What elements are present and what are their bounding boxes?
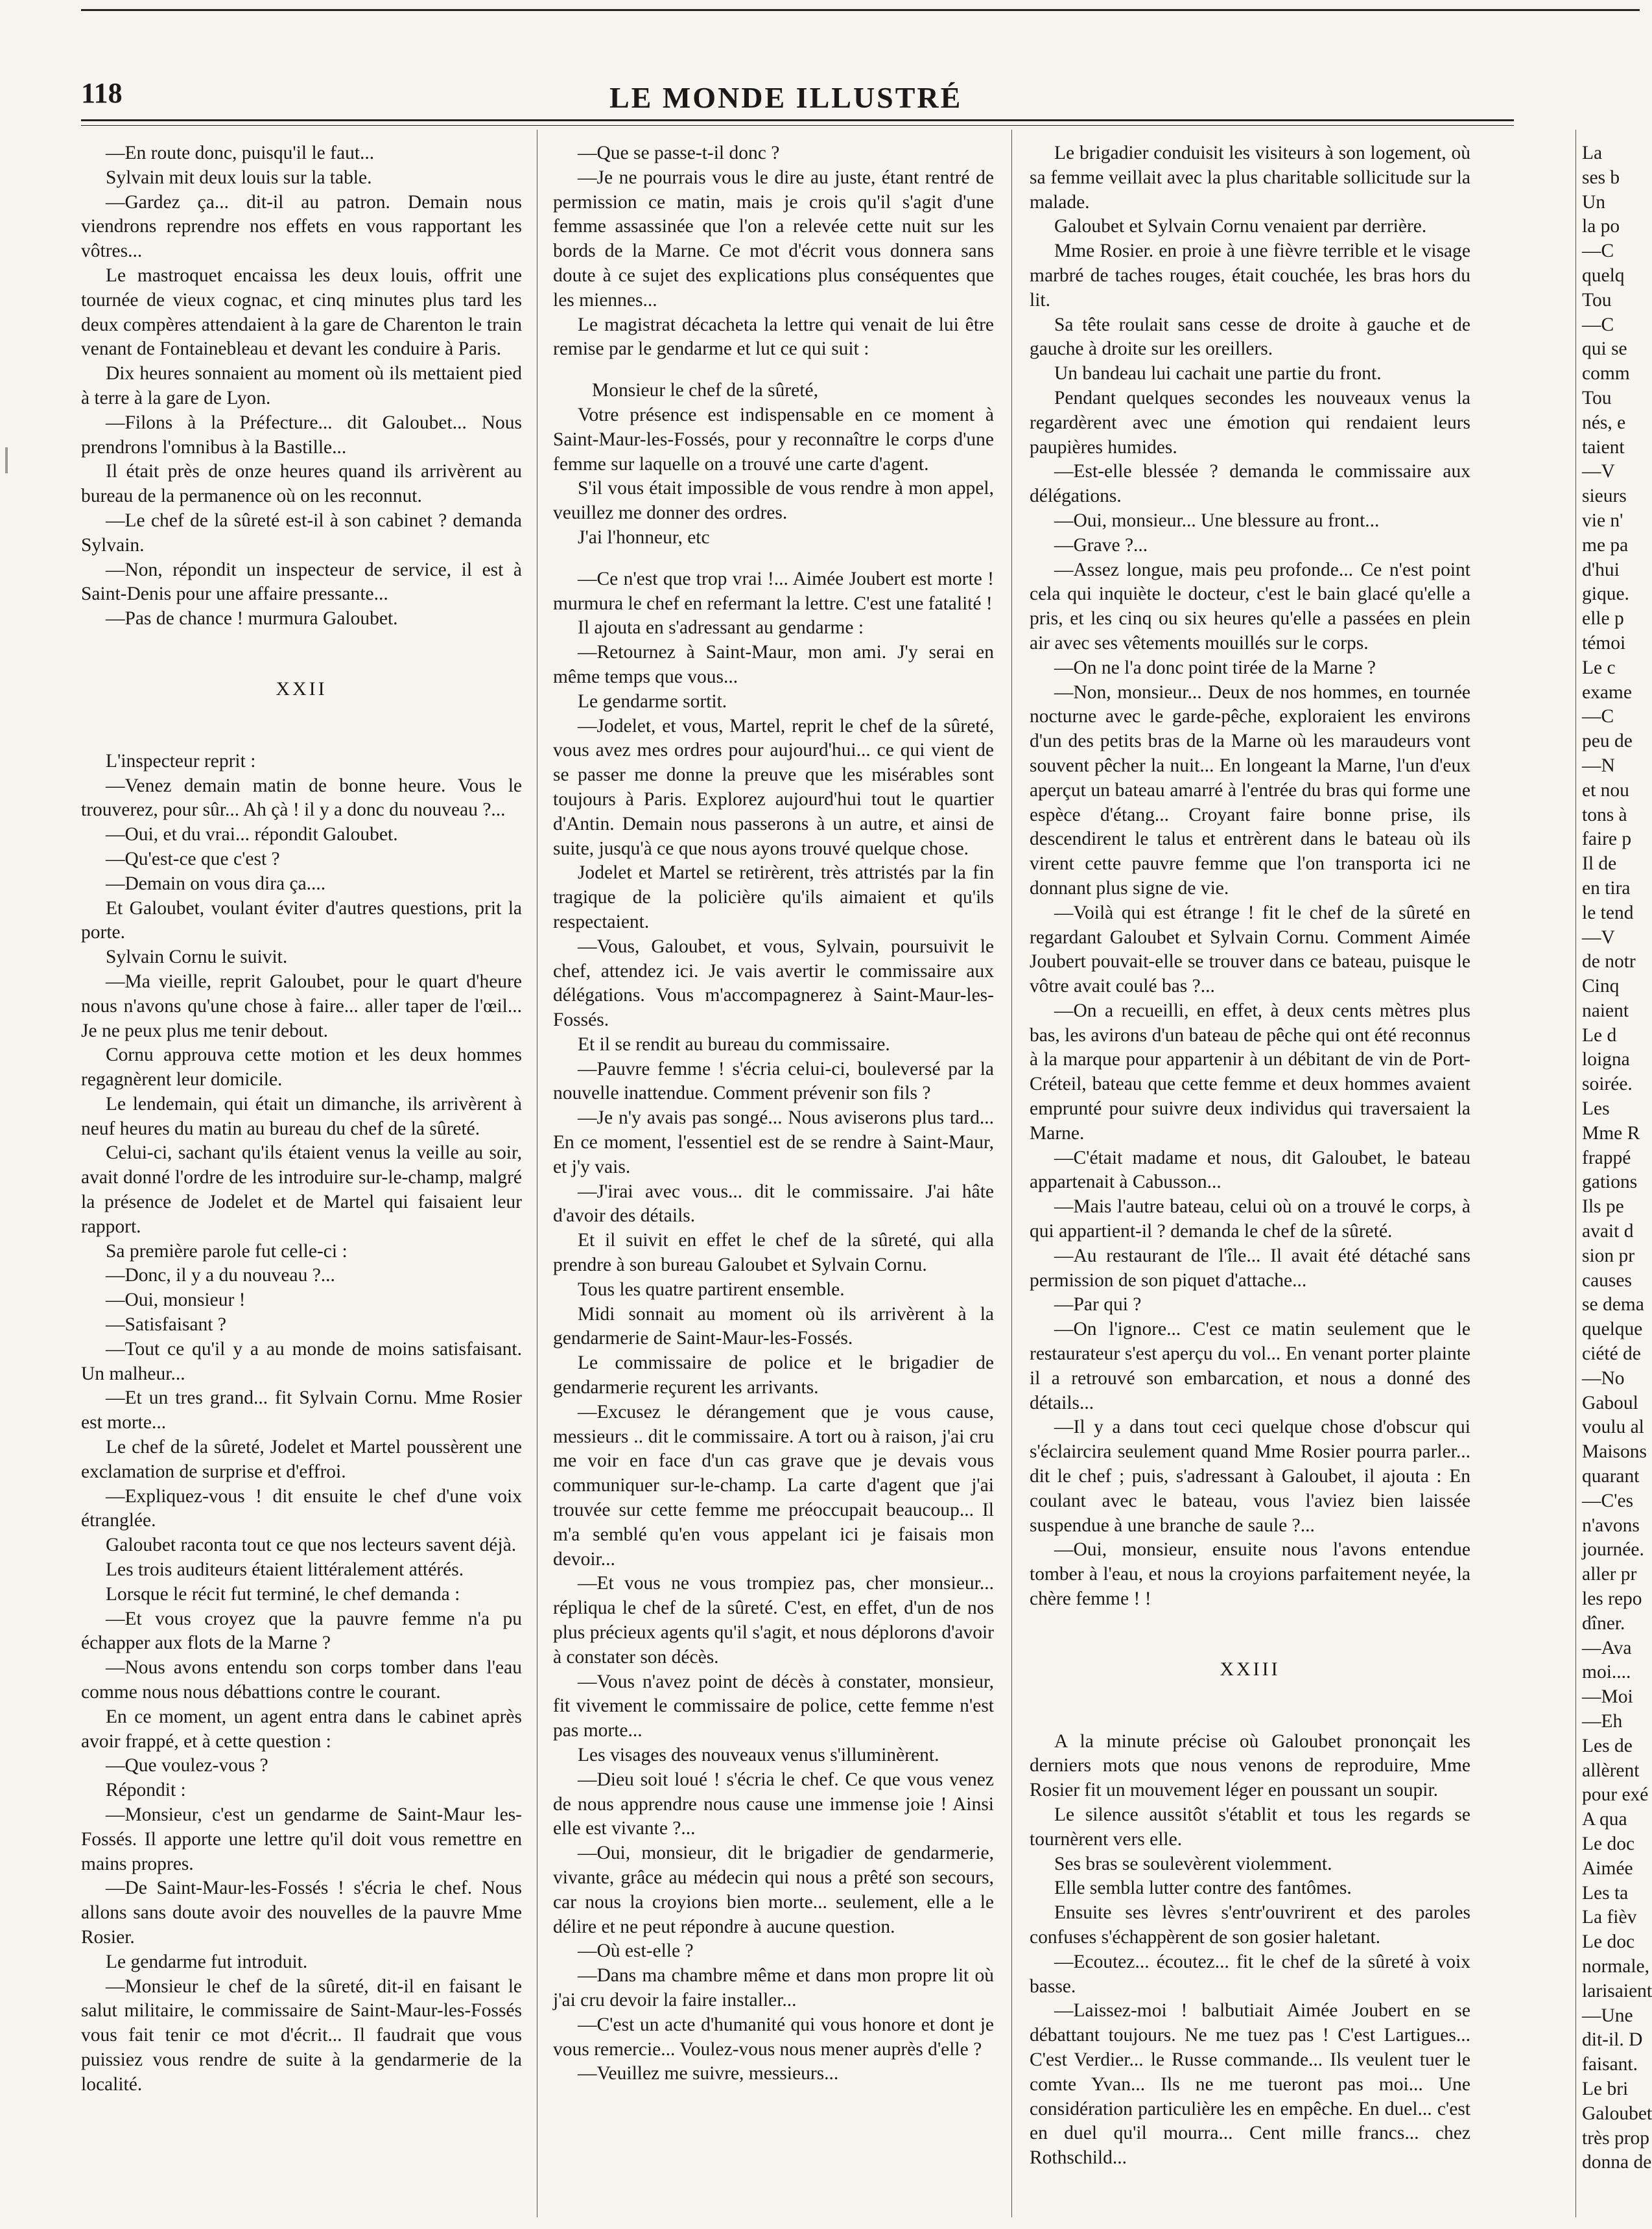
edge-fragment: Gaboul (1582, 1392, 1638, 1413)
edge-fragment: Tou (1582, 289, 1612, 311)
paragraph: Le mastroquet encaissa les deux louis, offrit une tournée de vieux cognac, et cinq minutes plus tard les deux compères attendaient à la gare de Charenton le train venant de Fontainebleau et devant les conduire à Paris. (81, 265, 522, 360)
paragraph: —Est-elle blessée ? demanda le commissaire aux délégations. (1030, 461, 1470, 507)
paragraph: Le silence aussitôt s'établit et tous les regards se tournèrent vers elle. (1030, 1804, 1470, 1850)
edge-fragment: et nou (1582, 779, 1629, 801)
paragraph: Le commissaire de police et le brigadier de gendarmerie reçurent les arrivants. (553, 1352, 994, 1398)
edge-fragment: en tira (1582, 877, 1631, 899)
paragraph: Cornu approuva cette motion et les deux hommes regagnèrent leur domicile. (81, 1044, 522, 1091)
edge-fragment: Les de (1582, 1735, 1633, 1756)
edge-fragment: les repo (1582, 1588, 1642, 1610)
edge-fragment: —Eh (1582, 1711, 1623, 1732)
edge-fragment: —V (1582, 926, 1615, 948)
paragraph: —Jodelet, et vous, Martel, reprit le chef de la sûreté, vous avez mes ordres pour aujourd'hui... ce qui vient de se passer me donne la preuve que les misérables sont toujours à Paris. Explorez aujourd'hui tout le quartier d'Antin. Demain nous passerons à un autre, et ainsi de suite, jusqu'à ce que nous ayons trouvé quelque chose. (553, 715, 994, 859)
paragraph: —Grave ?... (1054, 534, 1148, 556)
paragraph: —Ecoutez... écoutez... fit le chef de la sûreté à voix basse. (1030, 1951, 1470, 1997)
paragraph: Les visages des nouveaux venus s'illuminèrent. (578, 1745, 939, 1765)
paragraph: —Assez longue, mais peu profonde... Ce n'est point cela qui inquiète le docteur, c'est le bain glacé qu'elle a pris, et les cinq ou six heures qu'elle a passées en plein air avec ses vêtements mouillés sur le corps. (1030, 559, 1470, 654)
edge-fragment: sion pr (1582, 1245, 1635, 1266)
edge-fragment: le tend (1582, 902, 1634, 923)
paragraph: Le brigadier conduisit les visiteurs à son logement, où sa femme veillait avec la plus charitable sollicitude sur la malade. (1030, 143, 1470, 213)
letter-closing: J'ai l'honneur, etc (578, 526, 710, 548)
edge-fragment: —C (1582, 241, 1614, 262)
edge-fragment: —N (1582, 755, 1615, 776)
column-3 (1030, 141, 1470, 2171)
paragraph: —Retournez à Saint-Maur, mon ami. J'y serai en même temps que vous... (553, 642, 994, 687)
edge-fragment: La (1582, 143, 1603, 163)
edge-fragment: gations (1582, 1172, 1638, 1193)
edge-fragment: quarant (1582, 1466, 1640, 1487)
edge-fragment: ses b (1582, 167, 1620, 188)
edge-fragment: taient (1582, 436, 1625, 458)
paragraph: —Monsieur, c'est un gendarme de Saint-Maur les-Fossés. Il apporte une lettre qu'il doit vous remettre en mains propres. (81, 1804, 522, 1874)
edge-fragment: ciété de (1582, 1343, 1641, 1365)
edge-fragment: normale, (1582, 1955, 1650, 1977)
letter-line: S'il vous était impossible de vous rendre à mon appel, veuillez me donner des ordres. (553, 478, 994, 524)
paragraph: —Filons à la Préfecture... dit Galoubet... Nous prendrons l'omnibus à la Bastille... (81, 412, 522, 458)
paragraph: —Et vous croyez que la pauvre femme n'a pu échapper aux flots de la Marne ? (81, 1608, 522, 1654)
paragraph: —Venez demain matin de bonne heure. Vous le trouverez, pour sûr... Ah çà ! il y a donc du nouveau ?... (81, 775, 522, 821)
edge-fragment: Aimée (1582, 1858, 1633, 1879)
paragraph: Un bandeau lui cachait une partie du front. (1054, 363, 1382, 384)
paragraph: Le chef de la sûreté, Jodelet et Martel poussèrent une exclamation de surprise et d'effroi. (81, 1437, 522, 1482)
paragraph: —Par qui ? (1054, 1294, 1142, 1315)
edge-fragment: Mme R (1582, 1122, 1640, 1144)
paragraph: —On l'ignore... C'est ce matin seulement que le restaurateur s'est aperçu du vol... En venant porter plainte il a retrouvé son embarcation, et nous a donné des détails... (1030, 1319, 1470, 1413)
edge-fragment: Un (1582, 191, 1606, 213)
paragraph: —Dans ma chambre même et dans mon propre lit où j'ai cru devoir la faire installer... (553, 1965, 994, 2011)
paragraph: Dix heures sonnaient au moment où ils mettaient pied à terre à la gare de Lyon. (81, 363, 522, 408)
paragraph: —Demain on vous dira ça.... (106, 873, 326, 894)
edge-fragment: Les (1582, 1098, 1610, 1120)
edge-fragment: —V (1582, 461, 1615, 482)
paragraph: —Que se passe-t-il donc ? (578, 143, 780, 163)
column-1 (81, 141, 522, 2097)
edge-fragment: donna de (1582, 2152, 1652, 2173)
paragraph: —Oui, monsieur, dit le brigadier de gendarmerie, vivante, grâce au médecin qui nous a prêté son secours, car nous la croyions bien morte... seulement, elle a le délire et ne peut répondre à aucune question. (553, 1843, 994, 1937)
page-number: 118 (81, 77, 123, 109)
edge-fragment: soirée. (1582, 1074, 1633, 1095)
edge-fragment: gique. (1582, 584, 1629, 605)
paragraph: Ensuite ses lèvres s'entr'ouvrirent et des paroles confuses s'échappèrent de son gosier haletant. (1030, 1902, 1470, 1948)
paragraph: Le magistrat décacheta la lettre qui venait de lui être remise par le gendarme et lut ce qui suit : (553, 314, 994, 360)
edge-fragment: me pa (1582, 534, 1629, 556)
paragraph: Ses bras se soulevèrent violemment. (1054, 1853, 1332, 1874)
paragraph: —Oui, monsieur ! (106, 1290, 246, 1311)
edge-fragment: quelq (1582, 265, 1625, 286)
paragraph: Galoubet raconta tout ce que nos lecteurs savent déjà. (106, 1535, 517, 1556)
edge-fragment: moi.... (1582, 1662, 1631, 1683)
edge-fragment: allèrent (1582, 1760, 1640, 1781)
paragraph: Le gendarme sortit. (578, 690, 727, 712)
paragraph: —Tout ce qu'il y a au monde de moins satisfaisant. Un malheur... (81, 1338, 522, 1384)
edge-fragment: la po (1582, 216, 1620, 237)
margin-mark (5, 447, 8, 473)
edge-fragment: —C (1582, 314, 1614, 335)
column-divider (1011, 130, 1012, 2217)
column-2 (553, 141, 994, 2086)
masthead: LE MONDE ILLUSTRÉ (609, 81, 963, 114)
edge-fragment: Il de (1582, 853, 1617, 875)
header-rule (81, 119, 1514, 121)
paragraph: Il ajouta en s'adressant au gendarme : (578, 617, 864, 639)
paragraph: —Voilà qui est étrange ! fit le chef de la sûreté en regardant Galoubet et Sylvain Cornu. Comment Aimée Joubert pouvait-elle se trouver dans ce bateau, puisque le vôtre avait coulé bas ?... (1030, 902, 1470, 997)
paragraph: —Je n'y avais pas songé... Nous aviserons plus tard... En ce moment, l'essentiel est de se rendre à Saint-Maur, et j'y vais. (553, 1107, 994, 1177)
letter-salutation: Monsieur le chef de la sûreté, (592, 380, 818, 401)
edge-fragment: tons à (1582, 804, 1627, 825)
paragraph: —De Saint-Maur-les-Fossés ! s'écria le chef. Nous allons sans doute avoir des nouvelles de la pauvre Mme Rosier. (81, 1878, 522, 1948)
paragraph: Et il suivit en effet le chef de la sûreté, qui alla prendre à son bureau Galoubet et Sylvain Cornu. (553, 1230, 994, 1276)
edge-fragment: Tou (1582, 387, 1612, 408)
edge-fragment: —Moi (1582, 1686, 1633, 1708)
paragraph: En ce moment, un agent entra dans le cabinet après avoir frappé, et à cette question : (81, 1706, 522, 1752)
edge-fragment: Le doc (1582, 1931, 1635, 1953)
paragraph: —On ne l'a donc point tirée de la Marne ? (1054, 657, 1376, 678)
paragraph: Sylvain mit deux louis sur la table. (106, 167, 372, 188)
paragraph: —Monsieur le chef de la sûreté, dit-il en faisant le salut militaire, le commissaire de Saint-Maur-les-Fossés vous fait tenir ce mot d'écrit... Il faudrait que vous puissiez vous rendre de suite à la gendarmerie de la localité. (81, 1975, 522, 2095)
paragraph: Le gendarme fut introduit. (106, 1951, 308, 1972)
paragraph: —Le chef de la sûreté est-il à son cabinet ? demanda Sylvain. (81, 510, 522, 556)
paragraph: Lorsque le récit fut terminé, le chef demanda : (106, 1583, 460, 1605)
paragraph: —Je ne pourrais vous le dire au juste, étant rentré de permission ce matin, mais je crois qu'il s'agit d'une femme assassinée que l'on a relevée cette nuit sur les bords de la Marne. Ce mot d'écrit vous donnera sans doute à ce sujet des explications plus conséquentes que les miennes... (553, 167, 994, 311)
paragraph: Galoubet et Sylvain Cornu venaient par derrière. (1054, 216, 1427, 237)
paragraph: Le lendemain, qui était un dimanche, ils arrivèrent à neuf heures du matin au bureau du chef de la sûreté. (81, 1093, 522, 1139)
paragraph: Midi sonnait au moment où ils arrivèrent à la gendarmerie de Saint-Maur-les-Fossés. (553, 1303, 994, 1349)
paragraph: Sylvain Cornu le suivit. (106, 947, 288, 968)
paragraph: —Satisfaisant ? (106, 1314, 226, 1336)
edge-fragment: quelque (1582, 1319, 1643, 1340)
edge-fragment: elle p (1582, 608, 1624, 630)
edge-fragment: témoi (1582, 632, 1626, 654)
paragraph: —Que voulez-vous ? (106, 1755, 268, 1776)
paragraph: —Expliquez-vous ! dit ensuite le chef d'une voix étranglée. (81, 1485, 522, 1531)
paragraph: —Dieu soit loué ! s'écria le chef. Ce que vous venez de nous apprendre nous cause une immense joie ! Ainsi elle est vivante ?... (553, 1769, 994, 1839)
paragraph: —Oui, monsieur... Une blessure au front... (1054, 510, 1380, 531)
edge-fragment: dîner. (1582, 1612, 1625, 1634)
paragraph: —Donc, il y a du nouveau ?... (106, 1265, 335, 1286)
paragraph: —Et un tres grand... fit Sylvain Cornu. Mme Rosier est morte... (81, 1387, 522, 1433)
paragraph: Celui-ci, sachant qu'ils étaient venus la veille au soir, avait donné l'ordre de les introduire sur-le-champ, malgré la présence de Jodelet et de Martel qui faisaient leur rapport. (81, 1142, 522, 1237)
paragraph: Sa première parole fut celle-ci : (106, 1240, 348, 1262)
edge-fragment: de notr (1582, 951, 1636, 973)
paragraph: Les trois auditeurs étaient littéralement attérés. (106, 1559, 464, 1581)
edge-fragment: Cinq (1582, 976, 1620, 997)
edge-fragment: Maisons (1582, 1441, 1647, 1463)
paragraph: —Vous n'avez point de décès à constater, monsieur, fit vivement le commissaire de police, cette femme n'est pas morte... (553, 1671, 994, 1741)
edge-fragment: larisaient (1582, 1980, 1652, 2001)
paragraph: Mme Rosier. en proie à une fièvre terrible et le visage marbré de taches rouges, était couchée, les bras hors du lit. (1030, 241, 1470, 311)
edge-fragment: très prop (1582, 2127, 1650, 2149)
edge-fragment: nés, e (1582, 412, 1626, 433)
edge-fragment: d'hui (1582, 559, 1620, 580)
paragraph: A la minute précise où Galoubet prononçait les derniers mots que nous venons de reproduire, Mme Rosier fit un mouvement léger en poussant un soupir. (1030, 1730, 1470, 1801)
edge-fragment: causes (1582, 1269, 1632, 1291)
paragraph: —Ce n'est que trop vrai !... Aimée Joubert est morte ! murmura le chef en refermant la lettre. C'est une fatalité ! (553, 568, 994, 614)
paragraph: —Nous avons entendu son corps tomber dans l'eau comme nous nous débattions contre le courant. (81, 1657, 522, 1703)
letter-line: Votre présence est indispensable en ce moment à Saint-Maur-les-Fossés, pour y reconnaître le corps d'une femme sur laquelle on a trouvé une carte d'agent. (553, 404, 994, 475)
paragraph: L'inspecteur reprit : (106, 750, 256, 772)
edge-fragment: La fièv (1582, 1907, 1637, 1928)
edge-fragment: journée. (1582, 1539, 1644, 1561)
edge-fragment: peu de (1582, 731, 1633, 752)
edge-fragment: faire p (1582, 829, 1632, 850)
edge-fragment: qui se (1582, 338, 1627, 360)
edge-fragment: avait d (1582, 1221, 1634, 1242)
paragraph: Il était près de onze heures quand ils arrivèrent au bureau de la permanence où on les reconnut. (81, 461, 522, 507)
paragraph: —Veuillez me suivre, messieurs... (578, 2063, 839, 2084)
paragraph: Et il se rendit au bureau du commissaire. (578, 1033, 890, 1055)
paragraph: Et Galoubet, voulant éviter d'autres questions, prit la porte. (81, 897, 522, 943)
chapter-heading: XXIII (1220, 1658, 1280, 1680)
edge-fragment: —Ava (1582, 1637, 1632, 1658)
paragraph: —On a recueilli, en effet, à deux cents mètres plus bas, les avirons d'un bateau de pêche qui ont été reconnus à la marque pour appartenir à un débitant de vin de Port-Créteil, bateau que cette femme et deux hommes avaient emprunté pour suivre deux individus qui traversaient la Marne. (1030, 1000, 1470, 1144)
paragraph: Pendant quelques secondes les nouveaux venus la regardèrent avec une émotion qui rendaient leurs paupières humides. (1030, 387, 1470, 458)
edge-fragment: —C (1582, 706, 1614, 727)
edge-fragment: Le bri (1582, 2078, 1629, 2099)
paragraph: —Gardez ça... dit-il au patron. Demain nous viendrons reprendre nos effets en vous rapportant les vôtres... (81, 191, 522, 262)
edge-fragment: —C'es (1582, 1490, 1634, 1511)
paragraph: —Ma vieille, reprit Galoubet, pour le quart d'heure nous n'avons qu'une chose à faire... aller taper de l'œil... Je ne peux plus me tenir debout. (81, 971, 522, 1041)
header-rule-thin (81, 125, 1514, 126)
paragraph: —C'était madame et nous, dit Galoubet, le bateau appartenait à Cabusson... (1030, 1147, 1470, 1193)
paragraph: —Pauvre femme ! s'écria celui-ci, bouleversé par la nouvelle inattendue. Comment prévenir son fils ? (553, 1058, 994, 1104)
edge-fragment: sieurs (1582, 486, 1627, 507)
paragraph: —Il y a dans tout ceci quelque chose d'obscur qui s'éclaircira seulement quand Mme Rosier pourra parler... dit le chef ; puis, s'adressant à Galoubet, il ajouta : En coulant avec le bateau, vous l'aviez bien laissée suspendue à une branche de saule ?... (1030, 1417, 1470, 1536)
paragraph: —Où est-elle ? (578, 1940, 694, 1962)
paragraph: Jodelet et Martel se retirèrent, très attristés par la fin tragique de la policière qu'ils aimaient et qu'ils respectaient. (553, 862, 994, 932)
chapter-heading: XXII (276, 678, 327, 700)
paragraph: —Excusez le dérangement que je vous cause, messieurs .. dit le commissaire. A tort ou à raison, j'ai cru me voir en face d'un cas grave que je devais vous communiquer sur-le-champ. La carte d'agent que j'ai trouvée sur cette femme me préoccupait beaucoup... Il m'a semblé qu'en vous appelant ici je faisais mon devoir... (553, 1401, 994, 1570)
edge-fragment: frappé (1582, 1147, 1631, 1168)
edge-fragment: Les ta (1582, 1882, 1629, 1904)
edge-fragment: se dema (1582, 1294, 1644, 1315)
edge-fragment: naient (1582, 1000, 1629, 1021)
edge-fragment: aller pr (1582, 1564, 1637, 1585)
edge-fragment: pour exé (1582, 1784, 1649, 1806)
paragraph: —Pas de chance ! murmura Galoubet. (106, 608, 398, 630)
paragraph: —Non, monsieur... Deux de nos hommes, en tournée nocturne avec le garde-pêche, exploraient les environs d'un des petits bras de la Marne où les maraudeurs vont souvent pêcher la nuit... En longeant la Marne, l'un d'eux aperçut un bateau amarré à l'entrée du bras qui forme une espèce d'étang... Croyant faire bonne prise, ils descendirent le talus et entrèrent dans le bateau où ils virent cette pauvre femme que l'on transporta ici ne donnant plus signe de vie. (1030, 681, 1470, 899)
paragraph: —En route donc, puisqu'il le faut... (106, 143, 375, 163)
paragraph: Sa tête roulait sans cesse de droite à gauche et de gauche à droite sur les oreillers. (1030, 314, 1470, 360)
edge-fragment: n'avons (1582, 1515, 1640, 1536)
edge-fragment: Le c (1582, 657, 1616, 678)
edge-fragment: Le d (1582, 1024, 1617, 1046)
edge-fragment: loigna (1582, 1049, 1630, 1070)
edge-fragment: vie n' (1582, 510, 1623, 531)
edge-fragment: A qua (1582, 1809, 1627, 1830)
edge-fragment: faisant. (1582, 2054, 1638, 2075)
edge-fragment: exame (1582, 681, 1632, 703)
edge-fragment: Galoubet (1582, 2103, 1652, 2124)
paragraph: —Mais l'autre bateau, celui où on a trouvé le corps, à qui appartient-il ? demanda le chef de la sûreté. (1030, 1196, 1470, 1242)
paragraph: Elle sembla lutter contre des fantômes. (1054, 1878, 1352, 1899)
edge-fragment: Ils pe (1582, 1196, 1624, 1218)
paragraph: —J'irai avec vous... dit le commissaire. J'ai hâte d'avoir des détails. (553, 1181, 994, 1227)
edge-fragment: Le doc (1582, 1833, 1635, 1854)
paragraph: —Laissez-moi ! balbutiait Aimée Joubert en se débattant toujours. Ne me tuez pas ! C'est Lartigues... C'est Verdier... le Russe commande... Ils veulent tuer le comte Yvan... Ils ne me tueront pas moi... Une considération particulière les en empêche. En duel... c'est en duel qu'il mourra... Cent mille francs... chez Rothschild... (1030, 2000, 1470, 2169)
paragraph: —Et vous ne vous trompiez pas, cher monsieur... répliqua le chef de la sûreté. C'est, en effet, d'un de nos plus précieux agents qu'il s'agit, et nous déplorons d'avoir à constater son décès. (553, 1573, 994, 1668)
paragraph: —Oui, monsieur, ensuite nous l'avons entendue tomber à l'eau, et nous la croyions parfaitement neyée, la chère femme ! ! (1030, 1539, 1470, 1610)
paragraph: —Vous, Galoubet, et vous, Sylvain, poursuivit le chef, attendez ici. Je vais avertir le commissaire aux délégations. Vous m'accompagnerez à Saint-Maur-les-Fossés. (553, 936, 994, 1031)
edge-fragment: comm (1582, 363, 1630, 384)
paragraph: —Oui, et du vrai... répondit Galoubet. (106, 824, 398, 845)
paragraph: —Qu'est-ce que c'est ? (106, 848, 280, 869)
paragraph: —Au restaurant de l'île... Il avait été détaché sans permission de son piquet d'attache... (1030, 1245, 1470, 1291)
page-gutter (1575, 130, 1576, 2217)
edge-fragment: dit-il. D (1582, 2029, 1643, 2051)
paragraph: —Non, répondit un inspecteur de service, il est à Saint-Denis pour une affaire pressante... (81, 559, 522, 605)
edge-fragment: —No (1582, 1367, 1625, 1389)
edge-fragment: voulu al (1582, 1417, 1644, 1438)
edge-fragment: —Une (1582, 2005, 1633, 2026)
paragraph: Tous les quatre partirent ensemble. (578, 1279, 845, 1300)
top-rule (81, 9, 1640, 11)
paragraph: Répondit : (106, 1780, 186, 1801)
paragraph: —C'est un acte d'humanité qui vous honore et dont je vous remercie... Voulez-vous nous mener auprès d'elle ? (553, 2014, 994, 2060)
facing-page-edge (1582, 141, 1652, 2190)
